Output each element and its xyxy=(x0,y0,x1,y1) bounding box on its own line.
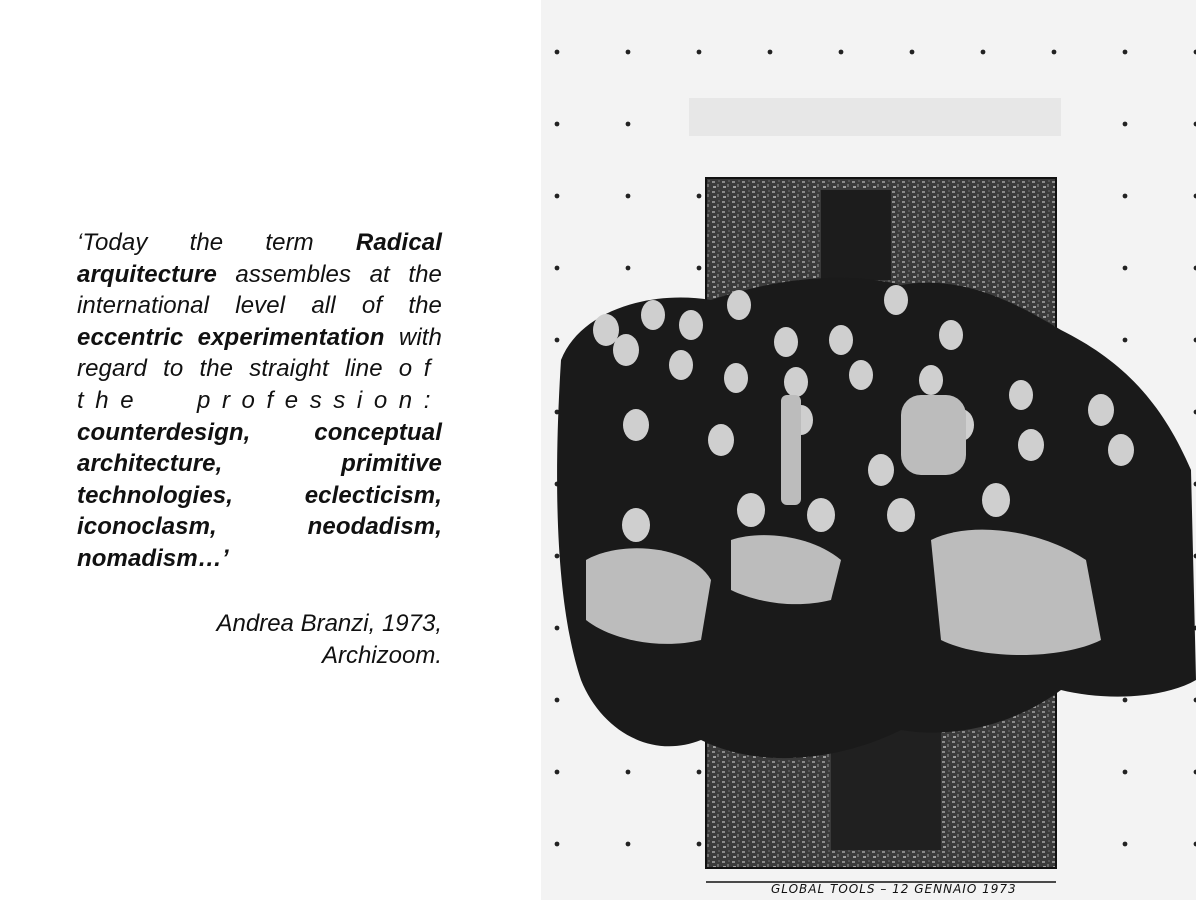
quote-segment-profession: of the profession: xyxy=(77,355,442,414)
attribution-author: Andrea Branzi, 1973, xyxy=(216,610,442,637)
photo-collage-illustration xyxy=(541,0,1196,900)
quote-attribution xyxy=(77,608,442,672)
quote-segment-1: ‘Today the term xyxy=(77,229,356,256)
quote-segment-5: with regard to the straight line xyxy=(77,323,442,383)
group-photo-collage xyxy=(541,0,1196,900)
quote-text xyxy=(77,227,442,575)
attribution-source: Archizoom. xyxy=(321,642,442,669)
quote-segment-3: assembles at the international level all of the xyxy=(77,260,442,320)
photo-caption: GLOBAL TOOLS – 12 GENNAIO 1973 xyxy=(771,882,1017,896)
quote-emphasis-eccentric-experimentation: eccentric experimentation xyxy=(77,323,385,351)
quote-emphasis-radical-architecture: Radical arquitecture xyxy=(77,229,442,288)
quote-emphasis-movements-list: counterdesign, conceptual architecture, primitive technologies, eclecticism, iconoclasm, neodadism, nomadism…’ xyxy=(77,418,442,572)
